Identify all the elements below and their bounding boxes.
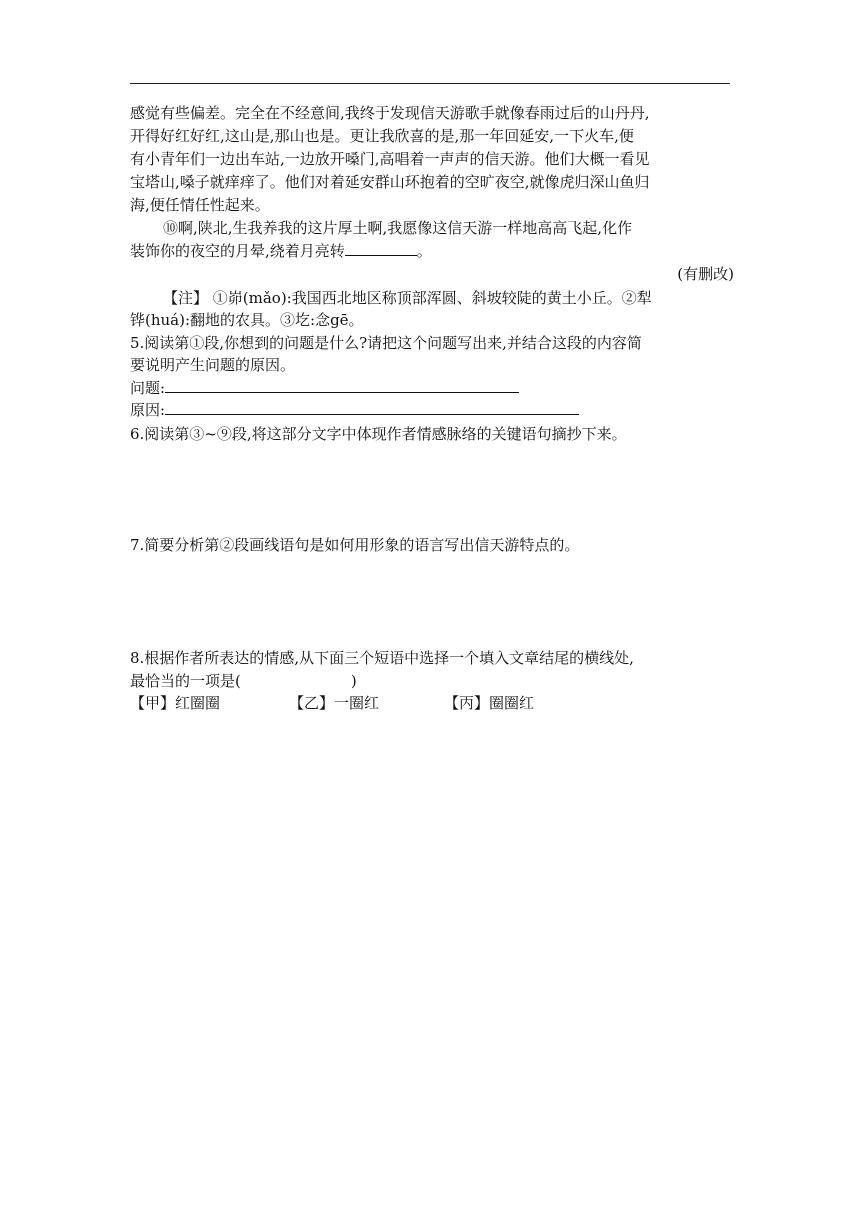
passage-line: ⑩啊,陕北,生我养我的这片厚土啊,我愿像这信天游一样地高高飞起,化作: [163, 219, 633, 237]
option-jia: 【甲】红圈圈: [130, 694, 221, 712]
passage-line: 海,便任情任性起来。: [130, 196, 270, 214]
question-8: 8.根据作者所表达的情感,从下面三个短语中选择一个填入文章结尾的横线处,: [130, 649, 634, 667]
option-bing: 【丙】圈圈红: [444, 694, 535, 712]
question-8-text: 最恰当的一项是(: [130, 672, 241, 690]
question-label: 问题:: [130, 379, 166, 397]
reason-answer-line[interactable]: [165, 399, 579, 415]
question-5: 5.阅读第①段,你想到的问题是什么?请把这个问题写出来,并结合这段的内容简: [130, 334, 642, 352]
question-label-row: [130, 377, 734, 399]
source-note: (有删改): [677, 265, 734, 283]
question-6: 6.阅读第③~⑨段,将这部分文字中体现作者情感脉络的关键语句摘抄下来。: [130, 425, 627, 443]
note-line: 【注】 ①峁(mǎo):我国西北地区称顶部浑圆、斜坡较陡的黄土小丘。②犁: [163, 289, 652, 307]
question-answer-line[interactable]: [165, 377, 519, 393]
passage-end: 。: [416, 242, 432, 260]
question-8-end: ): [350, 672, 357, 690]
top-rule: [130, 83, 730, 84]
passage-line: 有小青年们一边出车站,一边放开嗓门,高唱着一声声的信天游。他们大概一看见: [130, 150, 650, 168]
answer-blank[interactable]: [345, 240, 417, 256]
question-7: 7.简要分析第②段画线语句是如何用形象的语言写出信天游特点的。: [130, 536, 580, 554]
passage-line: 感觉有些偏差。完全在不经意间,我终于发现信天游歌手就像春雨过后的山丹丹,: [130, 104, 650, 122]
question-5: 要说明产生问题的原因。: [130, 356, 296, 374]
note-line: 铧(huá):翻地的农具。③圪:念gē。: [130, 311, 364, 329]
question-8: [130, 670, 734, 692]
passage-line: 宝塔山,嗓子就痒痒了。他们对着延安群山环抱着的空旷夜空,就像虎归深山鱼归: [130, 173, 650, 191]
option-yi: 【乙】一圈红: [289, 694, 380, 712]
reason-label: 原因:: [130, 401, 166, 419]
passage-text: 装饰你的夜空的月晕,绕着月亮转: [130, 242, 345, 260]
passage-line: 开得好红好红,这山是,那山也是。更让我欣喜的是,那一年回延安,一下火车,便: [130, 127, 634, 145]
passage-line: [130, 240, 734, 262]
reason-label-row: [130, 399, 734, 421]
